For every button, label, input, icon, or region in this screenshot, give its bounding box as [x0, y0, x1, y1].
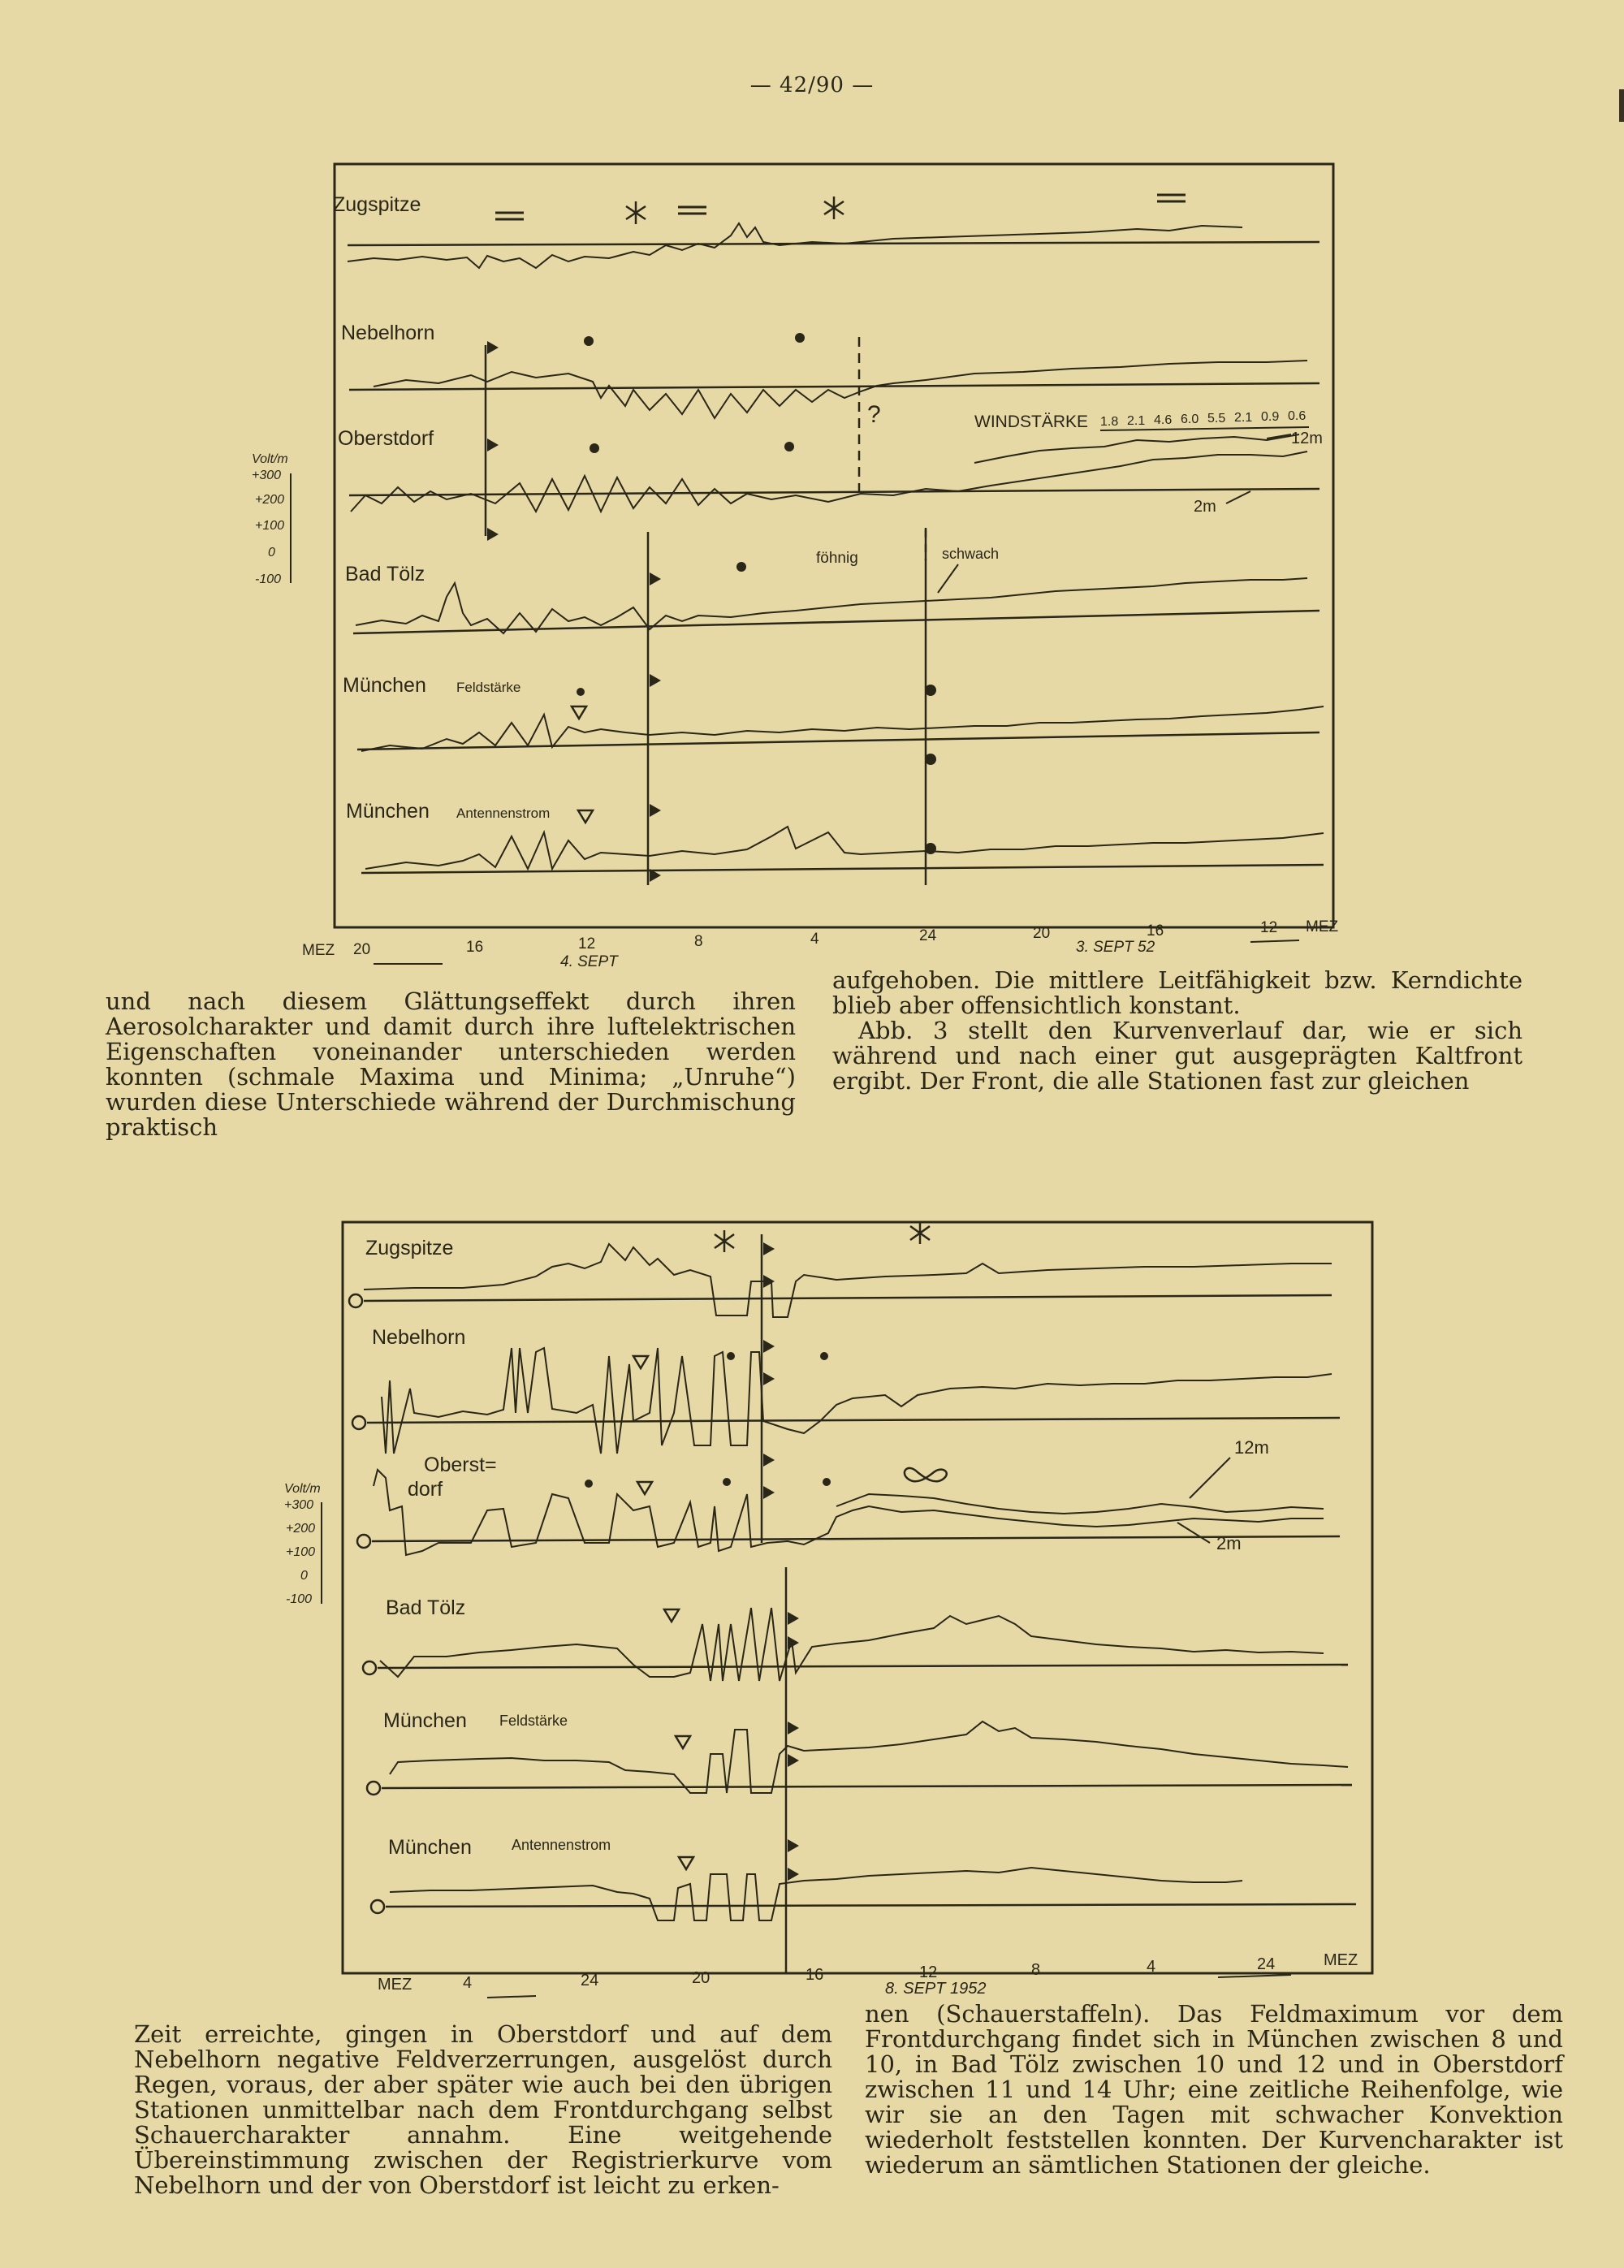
f2-scale-unit: Volt/m: [284, 1482, 321, 1496]
shower-icon: [578, 810, 593, 823]
f2-pointer: [1177, 1523, 1210, 1543]
figure-mark: [365, 1237, 611, 1859]
f2-scale: [284, 1482, 322, 1606]
f2-station-nebelhorn: Nebelhorn: [372, 1326, 466, 1349]
f1-xtick: 12: [578, 935, 596, 953]
f1-xtick: 8: [694, 933, 703, 950]
rain-icon: [577, 688, 585, 696]
f1-station-muenchen-1: München: [343, 674, 426, 697]
f1-wind-value: 5.5: [1207, 412, 1226, 426]
f2-xtick: 4: [1147, 1958, 1156, 1976]
text-2-right-paragraph: nen (Schauerstaffeln). Das Feldmaximum vor dem Frontdurchgang findet sich in München zwischen 8 und 10, in Bad Tölz zwischen 10 und 12 und in Oberstdorf zwischen 11 und 14 Uhr; eine zeitliche Reihenfolge, wie wir sie an den Tagen mit schwacher Konvektion wiederholt feststellen konnten. Der Kurvencharakter ist wiederum an sämtlichen Stationen der gleiche.: [865, 2000, 1563, 2179]
f2-h12: 12m: [1234, 1437, 1269, 1458]
rain-icon: [585, 1480, 593, 1488]
f2-trace-muenchen-1: [390, 1722, 1348, 1793]
f2-xtick: 20: [692, 1969, 710, 1987]
shower-icon: [637, 1482, 652, 1494]
figure-mark: [333, 193, 550, 823]
f2-zero-circle: [357, 1535, 370, 1548]
f1-weather-symbols: [495, 195, 1186, 224]
f2-scale-tick: +300: [284, 1498, 314, 1512]
f2-trace-nebelhorn: [382, 1348, 1332, 1454]
f1-foehnig: föhnig: [816, 550, 858, 567]
rain-icon: [795, 333, 805, 343]
f1-wind-value: 2.1: [1127, 414, 1146, 428]
f1-scale-tick: +300: [252, 469, 282, 482]
text-2-left: [134, 2022, 832, 2198]
f2-pointer: [1190, 1458, 1230, 1498]
f2-station-muenchen-1-sub: Feldstärke: [499, 1713, 568, 1729]
f1-trace-oberstdorf: [351, 451, 1307, 512]
f1-front-triangle: [650, 572, 661, 585]
f1-traces: [348, 223, 1324, 869]
rain-icon: [727, 1352, 735, 1360]
f1-wind-value: 2.1: [1234, 411, 1253, 425]
f2-front-triangle: [763, 1340, 775, 1353]
f1-front-triangle: [650, 674, 661, 687]
f1-h12: 12m: [1291, 430, 1323, 447]
f1-scale-tick: +200: [255, 493, 285, 507]
text-1-left-paragraph: und nach diesem Glättungseffekt durch ihren Aerosolcharakter und damit durch ihre luftelektrischen Eigenschaften voneinander unterschieden werden konnten (schmale Maxima und Minima; „Unruhe“) wurden diese Unterschiede während der Durchmischung praktisch: [106, 987, 796, 1141]
f2-baseline: [386, 1904, 1356, 1907]
f2-scale-tick: -100: [286, 1592, 313, 1606]
f1-xtick: 16: [466, 939, 484, 956]
f2-front-triangle: [763, 1454, 775, 1467]
f2-scale-tick: 0: [300, 1569, 308, 1583]
f2-xtick: 24: [1257, 1955, 1276, 1973]
rain-icon: [820, 1352, 828, 1360]
f2-zero-circle: [371, 1900, 384, 1913]
snow-icon: [910, 1222, 930, 1244]
f1-xtick: 20: [353, 941, 371, 958]
f1-trace-muenchen-1: [361, 706, 1324, 751]
f1-annotations: [816, 401, 1323, 593]
shower-icon: [572, 706, 586, 719]
f1-xtick: 12: [1260, 919, 1278, 936]
f1-xtick: 16: [1147, 922, 1164, 940]
rain-icon: [784, 442, 794, 451]
f1-station-badtoelz: Bad Tölz: [345, 563, 425, 585]
f1-arrow: [1250, 940, 1299, 942]
f2-front-triangle: [788, 1722, 799, 1734]
f1-trace-oberstdorf-12m: [974, 434, 1299, 463]
f1-front-triangle: [487, 528, 499, 541]
f2-station-muenchen-1: München: [383, 1709, 467, 1732]
f1-wind-value: 0.9: [1261, 410, 1280, 424]
f1-baseline: [349, 383, 1320, 390]
f1-mez-left: MEZ: [302, 942, 335, 959]
page-number: — 42/90 —: [749, 73, 875, 97]
f2-date: 8. SEPT 1952: [885, 1980, 987, 1998]
f1-xtick: 20: [1033, 925, 1051, 942]
f2-station-zugspitze: Zugspitze: [365, 1237, 454, 1259]
f2-front-triangle: [763, 1242, 775, 1255]
f2-weather-symbols: [633, 1222, 947, 1869]
f2-baseline: [367, 1418, 1340, 1423]
f1-front-triangle: [487, 341, 499, 354]
snow-icon: [715, 1230, 734, 1252]
page-edge-mark: [1619, 89, 1624, 122]
f2-trace-oberstdorf: [374, 1470, 1324, 1555]
f1-front-semicircle: [925, 754, 936, 765]
f1-station-zugspitze: Zugspitze: [333, 193, 421, 216]
f2-trace-badtoelz: [380, 1608, 1324, 1681]
f2-baseline: [378, 1665, 1348, 1668]
f2-mez-right: MEZ: [1324, 1951, 1358, 1969]
f1-front-semicircle: [925, 843, 936, 854]
rain-icon: [590, 443, 599, 453]
f2-trace-zugspitze: [364, 1244, 1332, 1317]
f2-zero-markers: [349, 1294, 384, 1913]
f1-front-semicircle: [925, 685, 936, 696]
f1-date1: 4. SEPT: [560, 953, 618, 970]
f1-question: ?: [867, 401, 881, 428]
rain-icon: [823, 1478, 831, 1486]
f1-scale-tick: 0: [268, 546, 275, 559]
f1-station-oberstdorf: Oberstdorf: [338, 427, 434, 450]
f2-mez-left: MEZ: [378, 1976, 412, 1994]
f2-station-badtoelz: Bad Tölz: [386, 1596, 466, 1619]
f1-scale-tick: +100: [255, 519, 285, 533]
snow-icon: [626, 201, 646, 224]
f1-h2: 2m: [1194, 498, 1216, 516]
f2-front-triangle: [788, 1612, 799, 1625]
f1-pointer: [938, 564, 958, 593]
f1-baseline: [361, 865, 1324, 873]
text-1-right: [832, 968, 1522, 1094]
figure-2-frame: [343, 1222, 1372, 1973]
f2-zero-circle: [352, 1416, 365, 1429]
f2-h2: 2m: [1216, 1533, 1242, 1553]
f1-front-triangle: [650, 804, 661, 817]
figure-2: [268, 1186, 1405, 2006]
f1-wind-value: 6.0: [1181, 413, 1199, 426]
snow-icon: [824, 197, 844, 219]
f1-station-muenchen-2-sub: Antennenstrom: [456, 806, 551, 821]
rain-icon: [723, 1478, 731, 1486]
f2-front-triangle: [788, 1839, 799, 1852]
haze-icon: [905, 1468, 947, 1481]
f2-front-triangle: [763, 1275, 775, 1288]
f2-zero-circle: [349, 1294, 362, 1307]
shower-icon: [633, 1356, 648, 1368]
f1-xtick: 4: [810, 931, 819, 948]
f1-scale: [252, 452, 291, 586]
f2-front-triangle: [788, 1754, 799, 1767]
f2-baseline: [364, 1295, 1332, 1301]
f2-station-oberstdorf: Oberst=: [424, 1454, 497, 1476]
f2-scale-tick: +100: [286, 1545, 316, 1559]
text-1-left: [106, 989, 796, 1140]
f2-arrow: [1218, 1975, 1291, 1977]
figure-mark: [374, 940, 1299, 964]
f2-scale-tick: +200: [286, 1522, 316, 1536]
f2-front-markers: [763, 1242, 799, 1881]
f2-xtick: 24: [581, 1972, 599, 1989]
f2-baseline: [372, 1536, 1340, 1541]
rain-icon: [736, 562, 746, 572]
f1-baseline: [353, 611, 1320, 633]
f1-baseline: [349, 489, 1320, 495]
f1-station-muenchen-2: München: [346, 800, 430, 823]
f2-zero-circle: [367, 1782, 380, 1795]
f1-front-triangle: [487, 438, 499, 451]
f2-baseline: [382, 1785, 1352, 1788]
f2-zero-circle: [363, 1661, 376, 1674]
f1-wind-value: 1.8: [1100, 415, 1119, 429]
f1-schwach: schwach: [942, 546, 1000, 562]
f2-front-triangle: [788, 1868, 799, 1881]
shower-icon: [664, 1609, 679, 1622]
fog-icon: [678, 207, 706, 214]
f2-front-triangle: [763, 1486, 775, 1499]
f1-date2: 3. SEPT 52: [1076, 939, 1155, 956]
f2-xtick: 4: [463, 1974, 473, 1992]
f2-station-muenchen-2: München: [388, 1836, 472, 1859]
f2-xtick: 12: [919, 1963, 938, 1981]
shower-icon: [679, 1857, 693, 1869]
f2-trace-oberstdorf-12m: [836, 1494, 1324, 1514]
f1-scale-tick: -100: [255, 572, 282, 586]
figure-1: [244, 154, 1380, 983]
f2-station-muenchen-2-sub: Antennenstrom: [512, 1837, 611, 1853]
f1-baseline: [357, 732, 1320, 750]
text-1-right-paragraph-2: Abb. 3 stellt den Kurvenverlauf dar, wie er sich während und nach einer gut ausgeprägten Kaltfront ergibt. Der Front, die alle Stationen fast zur gleichen: [832, 1017, 1522, 1095]
f2-station-oberstdorf-2: dorf: [408, 1478, 443, 1501]
fog-icon: [1157, 195, 1186, 201]
f1-wind-value: 4.6: [1154, 413, 1173, 427]
f1-pointer: [1226, 491, 1250, 503]
f2-xtick: 8: [1031, 1961, 1041, 1979]
f1-xtick: 24: [919, 927, 937, 944]
f2-traces: [364, 1244, 1348, 1920]
figure-2-svg: [268, 1186, 1405, 2006]
rain-icon: [584, 336, 594, 346]
f2-baselines: [364, 1295, 1356, 1907]
f2-trace-muenchen-2: [390, 1868, 1242, 1920]
figure-1-svg: [244, 154, 1380, 983]
f2-xtick: 16: [806, 1966, 824, 1984]
text-2-left-paragraph: Zeit erreichte, gingen in Oberstdorf und auf dem Nebelhorn negative Feldverzerrungen, ausgelöst durch Regen, voraus, der aber später wie auch bei den übrigen Stationen unmittelbar nach dem Frontdurchgang selbst Schauercharakter annahm. Eine weitgehende Übereinstimmung zwischen der Registrierkurve vom Nebelhorn und der von Oberstdorf ist leicht zu erken-: [134, 2020, 832, 2199]
text-2-right: [865, 2002, 1563, 2178]
f2-arrow: [487, 1996, 536, 1998]
shower-icon: [676, 1736, 690, 1748]
f1-windstaerke: WINDSTÄRKE: [974, 413, 1089, 431]
f1-station-nebelhorn: Nebelhorn: [341, 322, 435, 344]
f1-scale-unit: Volt/m: [252, 452, 288, 466]
f1-shower-symbols: [572, 706, 593, 823]
f1-trace-muenchen-2: [365, 827, 1324, 869]
f1-mez-right: MEZ: [1306, 918, 1339, 935]
fog-icon: [495, 213, 524, 219]
f1-wind-value: 0.6: [1288, 409, 1307, 423]
f2-front-triangle: [763, 1372, 775, 1385]
f1-station-muenchen-1-sub: Feldstärke: [456, 680, 521, 695]
text-1-right-paragraph-1: aufgehoben. Die mittlere Leitfähigkeit bzw. Kerndichte blieb aber offensichtlich konstant.: [832, 966, 1522, 1019]
f1-trace-badtoelz: [356, 578, 1307, 633]
figure-mark: [1100, 409, 1306, 429]
